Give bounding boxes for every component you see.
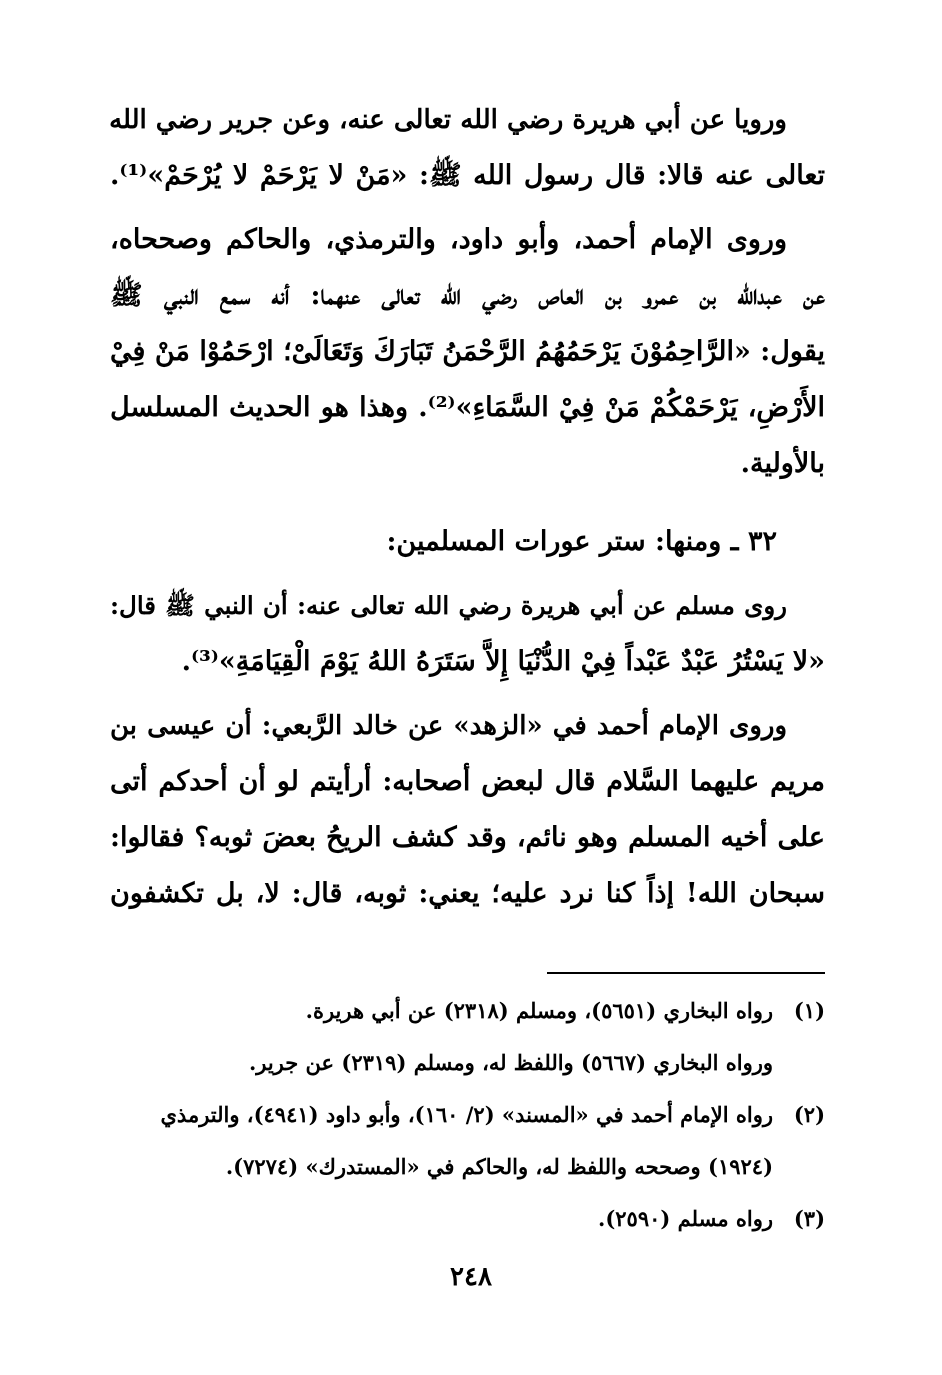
paragraph-3 — [110, 578, 825, 690]
footnote-text: رواه مسلم (٢٥٩٠). — [598, 1206, 773, 1231]
section-heading: ٣٢ ـ ومنها: ستر عورات المسلمين: — [386, 526, 777, 557]
text-line: ورويا عن أبي هريرة رضي الله تعالى عنه، وعن جرير رضي الله — [109, 105, 787, 135]
text-line: مريم عليهما السَّلام قال لبعض أصحابه: أرأيتم لو أن أحدكم أتى — [110, 766, 825, 797]
footnote-line: ورواه البخاري (٥٦٦٧) واللفظ له، ومسلم (٢٣١٩) عن جرير. — [248, 1050, 773, 1075]
footnote-number: (١) — [793, 998, 825, 1023]
text-line: الأَرْضِ، يَرْحَمْكُمْ مَنْ فِيْ السَّمَاءِ»⁽²⁾. وهذا هو الحديث المسلسل — [110, 392, 825, 423]
text-line: روى مسلم عن أبي هريرة رضي الله تعالى عنه: أن النبي ﷺ قال: — [110, 591, 787, 620]
text-line: بالأولية. — [740, 448, 825, 479]
text-line: وروى الإمام أحمد، وأبو داود، والترمذي، والحاكم وصححاه، — [110, 224, 787, 255]
text-line: وروى الإمام أحمد في «الزهد» عن خالد الرَّبعي: أن عيسى بن — [110, 711, 787, 741]
text-line: يقول: «الرَّاحِمُوْنَ يَرْحَمُهُمُ الرَّحْمَنُ تَبَارَكَ وَتَعَالَىْ؛ ارْحَمُوْا مَنْ فِيْ — [110, 336, 825, 367]
footnote-text: رواه الإمام أحمد في «المسند» (٢/ ١٦٠)، وأبو داود (٤٩٤١)، والترمذي — [160, 1102, 773, 1127]
footnote-3 — [110, 1193, 825, 1245]
text-line: عن عبدالله بن عمرو بن العاص رضي الله تعالى عنهما: أنه سمع النبي ﷺ — [110, 280, 825, 311]
footnote-text: رواه البخاري (٥٦٥١)، ومسلم (٢٣١٨) عن أبي هريرة. — [305, 998, 773, 1023]
footnotes — [110, 985, 825, 1245]
paragraph-1 — [110, 92, 825, 204]
footnote-2 — [110, 1089, 825, 1193]
paragraph-2 — [110, 212, 825, 492]
footnote-number: (٢) — [793, 1102, 825, 1127]
paragraph-4 — [110, 698, 825, 922]
main-text — [110, 92, 825, 922]
page-number: ٢٤٨ — [450, 1262, 492, 1292]
footnote-line — [110, 1089, 825, 1141]
text-line: على أخيه المسلم وهو نائم، وقد كشف الريحُ بعضَ ثوبه؟ فقالوا: — [110, 822, 825, 853]
footnote-line: (١٩٢٤) وصححه واللفظ له، والحاكم في «المستدرك» (٧٢٧٤). — [225, 1154, 773, 1179]
section-heading-block — [110, 514, 825, 570]
footnote-line — [110, 985, 825, 1037]
footnote-separator — [547, 972, 825, 974]
footnote-1 — [110, 985, 825, 1089]
footnote-number: (٣) — [793, 1206, 825, 1231]
footnote-line — [110, 1193, 825, 1245]
text-line: تعالى عنه قالا: قال رسول الله ﷺ: «مَنْ لا يَرْحَمْ لا يُرْحَمْ»⁽¹⁾. — [110, 160, 825, 191]
text-line: سبحان الله! إذاً كنا نرد عليه؛ يعني: ثوبه، قال: لا، بل تكشفون — [110, 878, 825, 909]
text-line: «لا يَسْتُرُ عَبْدٌ عَبْداً فِيْ الدُّنْيَا إِلاَّ سَتَرَهُ اللهُ يَوْمَ الْقِيَامَةِ»⁽³⁾. — [181, 646, 825, 677]
